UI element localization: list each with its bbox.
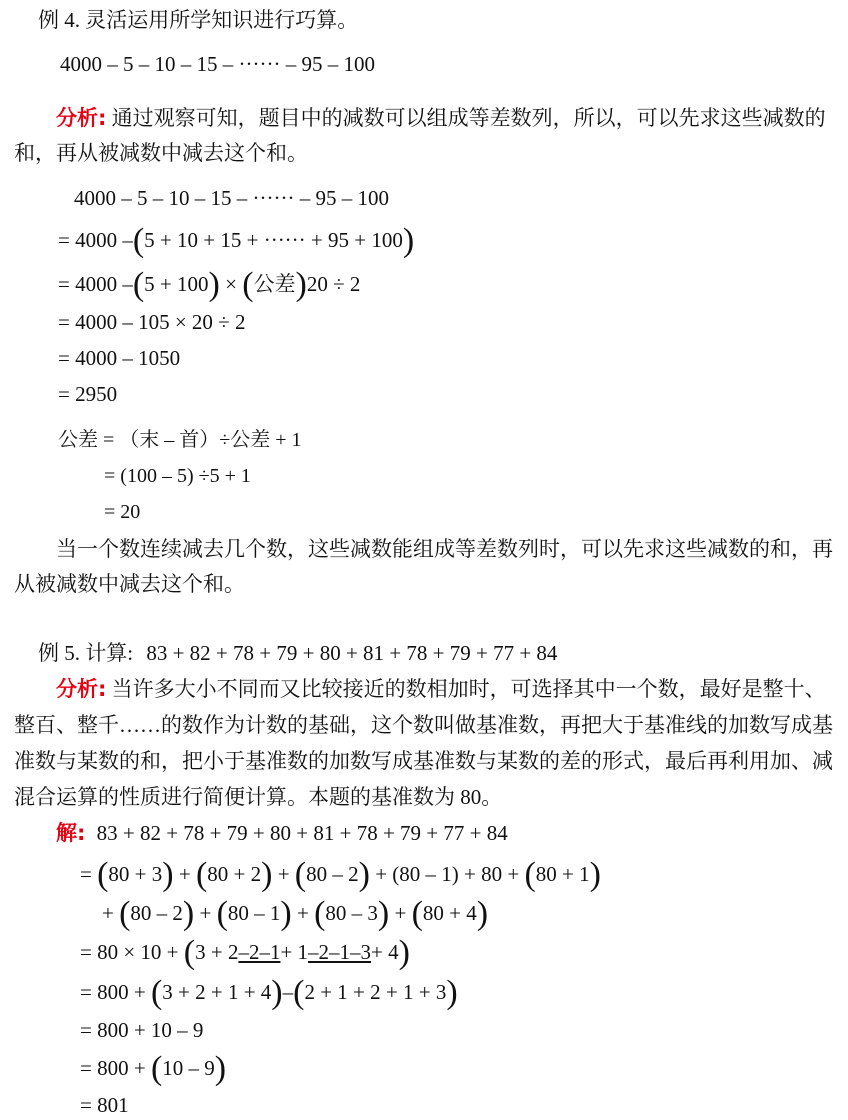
paren: ) [214,1050,227,1087]
ex5-solution-line-7: = 801 [80,1093,129,1117]
paren: ) [358,856,370,893]
ex4-step-0: 4000 – 5 – 10 – 15 – ······ – 95 – 100 [74,186,389,210]
group: 80 – 2 [130,901,183,925]
paren: ( [150,1050,163,1087]
ex5-solution-line-5: = 800 + 10 – 9 [80,1018,204,1042]
paren: ( [242,266,254,303]
prefix: = 80 × 10 + [80,940,179,964]
ex5-solution-line-0 [56,823,508,844]
part: + 1 [280,940,309,964]
ex5-solution-expression: 83 + 82 + 78 + 79 + 80 + 81 + 78 + 79 + 77 + 84 [96,821,508,845]
group-plus-80: + 80 + [464,862,520,886]
paren: ) [162,856,174,893]
group: 80 + 4 [422,901,477,925]
paren: ) [398,934,410,971]
ex4-step-4: = 4000 – 1050 [58,346,181,370]
paren: ) [280,895,292,932]
group: 80 + 1 [535,862,590,886]
paren: ) [271,974,283,1011]
ex4-analysis-text-1: 通过观察可知，题目中的减数可以组成等差数列，所以，可以先求这些减数的 [111,106,826,130]
paren: ( [119,895,131,932]
underlined-part-1: –2–1 [238,940,281,964]
ex4-summary-line-2: 从被减数中减去这个和。 [14,572,245,596]
part: + 4 [371,940,399,964]
ex5-analysis-label: 分析: [56,677,107,701]
ex4-label: 例 4. [38,8,80,32]
prefix: = 800 + [80,1056,146,1080]
paren: ( [132,266,145,303]
group: 80 + 2 [207,862,262,886]
ex4-step-1-inner: 5 + 10 + 15 + ······ + 95 + 100 [144,228,403,252]
ex4-step-2-inner-1: 5 + 100 [144,272,209,296]
ex4-step-1-paren-close: ) [402,222,415,259]
ex4-step-5: = 2950 [58,382,118,406]
group: 80 – 3 [325,901,378,925]
ex4-analysis-label: 分析: [56,106,107,130]
equals-sign: = [80,862,92,886]
paren: ) [261,856,273,893]
ex5-solution-line-4: = 800 + (3 + 2 + 1 + 4)–(2 + 1 + 2 + 1 + 3) [80,974,458,1011]
ex4-diff-line-1: 公差 = （末 – 首）÷公差 + 1 [58,429,302,451]
paren: ( [411,895,423,932]
group: 2 + 1 + 2 + 1 + 3 [304,980,447,1004]
ex4-heading [38,10,358,31]
paren: ) [295,266,307,303]
ex4-summary-line-1: 当一个数连续减去几个数，这些减数能组成等差数列时，可以先求这些减数的和，再 [56,537,833,561]
paren: ( [150,974,163,1011]
group: 80 – 2 [306,862,359,886]
paren: ( [293,974,305,1011]
paren: ) [476,895,489,932]
ex4-diff-line-3: = 20 [104,501,141,523]
ex5-label: 例 5. 计算: [38,641,134,665]
underlined-part-2: –2–1–3 [308,940,372,964]
paren: ( [294,856,307,893]
paren: ) [182,895,195,932]
paren: ) [377,895,390,932]
ex5-expression: 83 + 82 + 78 + 79 + 80 + 81 + 78 + 79 + 77 + 84 [146,641,558,665]
paren: ) [446,974,458,1011]
group: 80 – 1 [227,901,281,925]
ex5-solution-line-6 [80,1050,227,1087]
ex4-step-2-prefix: = 4000 – [58,272,133,296]
ex4-step-1-prefix: = 4000 – [58,228,133,252]
ex4-step-2 [58,266,361,303]
ex4-step-3: = 4000 – 105 × 20 ÷ 2 [58,310,246,334]
ex4-step-2-times: × [225,272,237,296]
paren: ) [208,266,220,303]
paren: ( [314,895,326,932]
ex4-analysis-line-1 [56,108,826,129]
paren: ( [97,856,109,893]
ex5-solution-line-3 [80,934,410,971]
paren: ) [589,856,601,893]
group: (80 – 1) [392,862,459,886]
paren: ( [183,934,196,971]
ex5-analysis-line-3: 准数与某数的和，把小于基准数的加数写成基准数与某数的差的形式，最后再利用加、减 [14,749,833,773]
ex4-step-2-inner-2: 公差 [253,272,296,296]
ex5-heading [38,643,557,664]
part: 3 + 2 [195,940,239,964]
ex4-diff-line-2: = (100 – 5) ÷5 + 1 [104,465,251,487]
group: 80 + 3 [108,862,163,886]
paren: ( [524,856,536,893]
ex5-analysis-line-1 [56,679,826,700]
ex4-step-1-paren-open: ( [132,222,145,259]
group: 10 – 9 [162,1056,215,1080]
ex4-title: 灵活运用所学知识进行巧算。 [85,8,359,32]
ex5-solution-line-1: = (80 + 3) + (80 + 2) + (80 – 2) + (80 – 1) + 80 + (80 + 1) [80,856,601,893]
paren: ( [195,856,208,893]
ex5-analysis-text-1: 当许多大小不同而又比较接近的数相加时，可选择其中一个数，最好是整十、 [111,677,826,701]
ex5-analysis-line-4: 混合运算的性质进行简便计算。本题的基准数为 80。 [14,785,503,809]
ex4-step-2-suffix: 20 ÷ 2 [306,272,361,296]
ex4-step-1 [58,222,415,259]
ex4-expression: 4000 – 5 – 10 – 15 – ······ – 95 – 100 [60,52,375,76]
group: 3 + 2 + 1 + 4 [162,980,272,1004]
ex5-analysis-line-2: 整百、整千……的数作为计数的基础，这个数叫做基准数，再把大于基准线的加数写成基 [14,713,833,737]
ex4-analysis-line-2: 和，再从被减数中减去这个和。 [14,141,308,165]
prefix: = 800 + [80,980,146,1004]
ex5-solution-label: 解: [56,821,86,845]
paren: ( [216,895,228,932]
ex5-solution-line-2: + (80 – 2) + (80 – 1) + (80 – 3) + (80 + 4) [102,895,489,932]
